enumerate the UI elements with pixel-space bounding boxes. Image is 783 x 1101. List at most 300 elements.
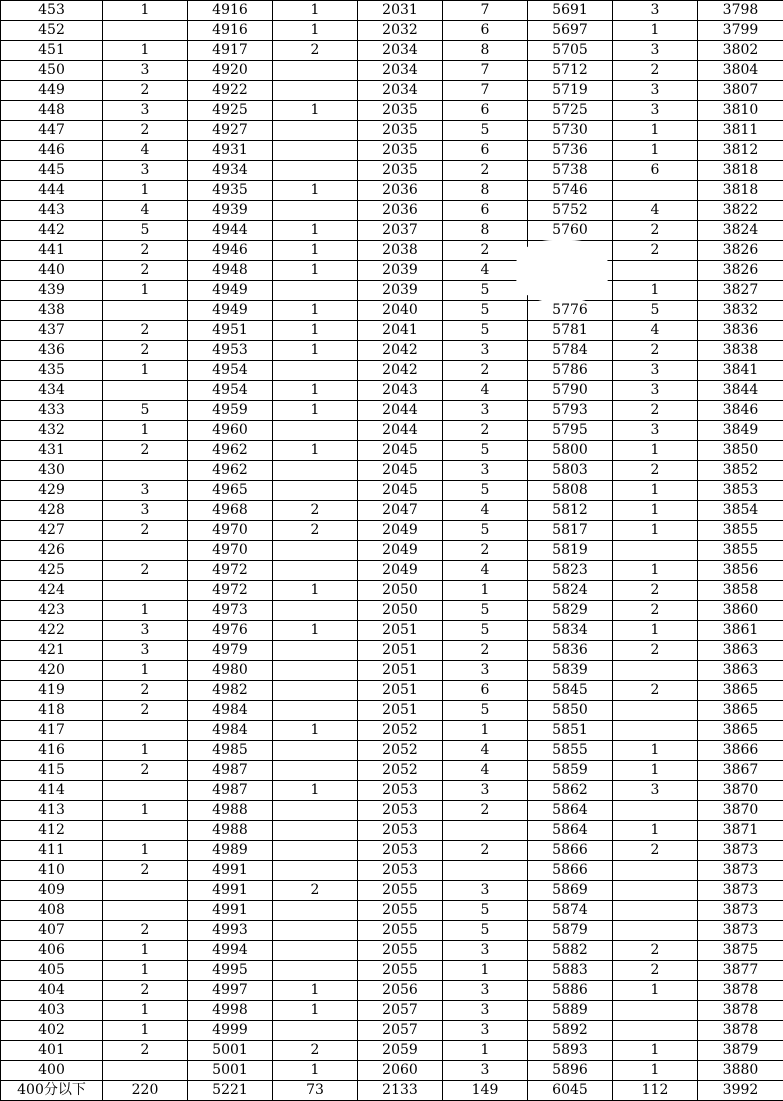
value-cell: [103, 301, 188, 321]
value-cell: 5001: [188, 1041, 273, 1061]
value-cell: 2057: [358, 1001, 443, 1021]
value-cell: 3: [103, 501, 188, 521]
value-cell: 2042: [358, 361, 443, 381]
value-cell: 3873: [698, 841, 783, 861]
value-cell: 149: [443, 1081, 528, 1101]
value-cell: 1: [613, 521, 698, 541]
value-cell: 2044: [358, 401, 443, 421]
value-cell: [613, 861, 698, 881]
value-cell: 5: [443, 301, 528, 321]
value-cell: 2059: [358, 1041, 443, 1061]
value-cell: 4997: [188, 981, 273, 1001]
value-cell: 1: [273, 321, 358, 341]
value-cell: 2035: [358, 121, 443, 141]
value-cell: 5819: [528, 541, 613, 561]
value-cell: 220: [103, 1081, 188, 1101]
value-cell: [273, 901, 358, 921]
value-cell: 3: [613, 421, 698, 441]
value-cell: 5850: [528, 701, 613, 721]
value-cell: 4984: [188, 701, 273, 721]
value-cell: 3865: [698, 701, 783, 721]
value-cell: 1: [443, 961, 528, 981]
value-cell: [103, 721, 188, 741]
table-row: [1, 921, 783, 941]
value-cell: 3802: [698, 41, 783, 61]
value-cell: [613, 901, 698, 921]
score-cell: 409: [1, 881, 103, 901]
value-cell: 2055: [358, 881, 443, 901]
score-cell: 442: [1, 221, 103, 241]
value-cell: [273, 1021, 358, 1041]
value-cell: 2050: [358, 601, 443, 621]
value-cell: 3810: [698, 101, 783, 121]
value-cell: 4968: [188, 501, 273, 521]
value-cell: [273, 361, 358, 381]
value-cell: 1: [273, 301, 358, 321]
value-cell: 3: [103, 61, 188, 81]
value-cell: 3822: [698, 201, 783, 221]
value-cell: [273, 841, 358, 861]
value-cell: 7: [443, 61, 528, 81]
score-cell: 453: [1, 1, 103, 21]
value-cell: 3: [613, 81, 698, 101]
value-cell: 3873: [698, 861, 783, 881]
score-cell: 418: [1, 701, 103, 721]
value-cell: 1: [613, 761, 698, 781]
value-cell: 3863: [698, 661, 783, 681]
value-cell: 5: [443, 701, 528, 721]
value-cell: 6: [443, 681, 528, 701]
score-cell: 436: [1, 341, 103, 361]
score-cell: 439: [1, 281, 103, 301]
value-cell: 3873: [698, 901, 783, 921]
value-cell: 5889: [528, 1001, 613, 1021]
score-cell: 421: [1, 641, 103, 661]
value-cell: 2: [613, 461, 698, 481]
value-cell: [443, 821, 528, 841]
value-cell: 3: [103, 621, 188, 641]
value-cell: 4: [443, 501, 528, 521]
value-cell: 6: [443, 21, 528, 41]
value-cell: 3818: [698, 161, 783, 181]
value-cell: 2042: [358, 341, 443, 361]
value-cell: 3827: [698, 281, 783, 301]
value-cell: [273, 921, 358, 941]
value-cell: [273, 61, 358, 81]
value-cell: 2: [273, 881, 358, 901]
value-cell: 2: [443, 421, 528, 441]
value-cell: 73: [273, 1081, 358, 1101]
value-cell: 4993: [188, 921, 273, 941]
value-cell: [613, 921, 698, 941]
value-cell: 5817: [528, 521, 613, 541]
value-cell: 5752: [528, 201, 613, 221]
value-cell: 2049: [358, 521, 443, 541]
value-cell: 1: [273, 101, 358, 121]
value-cell: [273, 561, 358, 581]
value-cell: 5697: [528, 21, 613, 41]
value-cell: 2047: [358, 501, 443, 521]
score-cell: 422: [1, 621, 103, 641]
value-cell: 3863: [698, 641, 783, 661]
value-cell: 3878: [698, 1021, 783, 1041]
score-cell: 432: [1, 421, 103, 441]
value-cell: 5: [443, 621, 528, 641]
table-row: [1, 721, 783, 741]
value-cell: 3: [103, 161, 188, 181]
value-cell: 1: [613, 481, 698, 501]
value-cell: 5803: [528, 461, 613, 481]
value-cell: 4949: [188, 301, 273, 321]
value-cell: 1: [273, 341, 358, 361]
score-cell: 435: [1, 361, 103, 381]
value-cell: 4: [103, 141, 188, 161]
value-cell: 1: [443, 1041, 528, 1061]
value-cell: 4965: [188, 481, 273, 501]
value-cell: 5784: [528, 341, 613, 361]
table-row: [1, 481, 783, 501]
value-cell: 2: [613, 601, 698, 621]
table-row: [1, 981, 783, 1001]
value-cell: [443, 861, 528, 881]
score-cell: 447: [1, 121, 103, 141]
value-cell: [613, 661, 698, 681]
table-row: [1, 681, 783, 701]
value-cell: [103, 901, 188, 921]
value-cell: [613, 701, 698, 721]
value-cell: 3877: [698, 961, 783, 981]
value-cell: 1: [273, 981, 358, 1001]
value-cell: 2045: [358, 461, 443, 481]
value-cell: 3878: [698, 1001, 783, 1021]
table-row: [1, 821, 783, 841]
value-cell: 2055: [358, 961, 443, 981]
table-row: [1, 621, 783, 641]
value-cell: 1: [273, 21, 358, 41]
value-cell: 4979: [188, 641, 273, 661]
value-cell: 3: [613, 101, 698, 121]
score-cell: 429: [1, 481, 103, 501]
value-cell: 3860: [698, 601, 783, 621]
value-cell: [613, 721, 698, 741]
value-cell: 4925: [188, 101, 273, 121]
value-cell: 5: [443, 441, 528, 461]
value-cell: [273, 701, 358, 721]
value-cell: 3798: [698, 1, 783, 21]
value-cell: 4944: [188, 221, 273, 241]
score-cell: 452: [1, 21, 103, 41]
value-cell: 2: [613, 681, 698, 701]
value-cell: 4970: [188, 541, 273, 561]
value-cell: 4922: [188, 81, 273, 101]
table-row: [1, 201, 783, 221]
value-cell: 4988: [188, 801, 273, 821]
score-cell: 400分以下: [1, 1081, 103, 1101]
value-cell: 3873: [698, 881, 783, 901]
table-row: [1, 761, 783, 781]
value-cell: 1: [103, 741, 188, 761]
value-cell: 5808: [528, 481, 613, 501]
value-cell: 5793: [528, 401, 613, 421]
value-cell: 4935: [188, 181, 273, 201]
value-cell: 3: [443, 341, 528, 361]
value-cell: 3850: [698, 441, 783, 461]
value-cell: 1: [273, 441, 358, 461]
value-cell: 2: [103, 441, 188, 461]
value-cell: 1: [103, 41, 188, 61]
score-cell: 450: [1, 61, 103, 81]
value-cell: 4927: [188, 121, 273, 141]
value-cell: [273, 121, 358, 141]
value-cell: 3849: [698, 421, 783, 441]
value-cell: 5736: [528, 141, 613, 161]
value-cell: 1: [613, 501, 698, 521]
value-cell: 5: [443, 921, 528, 941]
value-cell: 5892: [528, 1021, 613, 1041]
value-cell: 3865: [698, 681, 783, 701]
value-cell: 1: [443, 721, 528, 741]
table-row: [1, 521, 783, 541]
value-cell: 5: [613, 301, 698, 321]
value-cell: 2053: [358, 861, 443, 881]
value-cell: 112: [613, 1081, 698, 1101]
value-cell: 5893: [528, 1041, 613, 1061]
value-cell: 2041: [358, 321, 443, 341]
value-cell: 6: [613, 161, 698, 181]
value-cell: 7: [443, 81, 528, 101]
value-cell: 4991: [188, 901, 273, 921]
value-cell: 3852: [698, 461, 783, 481]
value-cell: 3879: [698, 1041, 783, 1061]
value-cell: 4987: [188, 761, 273, 781]
value-cell: 3878: [698, 981, 783, 1001]
value-cell: [613, 261, 698, 281]
score-cell: 440: [1, 261, 103, 281]
value-cell: 3804: [698, 61, 783, 81]
value-cell: 1: [273, 621, 358, 641]
value-cell: 2: [103, 561, 188, 581]
value-cell: 3: [443, 1021, 528, 1041]
value-cell: 3: [613, 381, 698, 401]
value-cell: 4959: [188, 401, 273, 421]
value-cell: 2: [443, 801, 528, 821]
value-cell: 1: [103, 361, 188, 381]
value-cell: 2052: [358, 741, 443, 761]
value-cell: 2: [103, 861, 188, 881]
value-cell: 3870: [698, 801, 783, 821]
table-row: [1, 661, 783, 681]
table-row: [1, 581, 783, 601]
value-cell: 7: [443, 1, 528, 21]
value-cell: 5795: [528, 421, 613, 441]
value-cell: [273, 961, 358, 981]
value-cell: 4987: [188, 781, 273, 801]
value-cell: 4934: [188, 161, 273, 181]
value-cell: 2053: [358, 801, 443, 821]
value-cell: 2: [103, 261, 188, 281]
table-row: [1, 561, 783, 581]
value-cell: 2051: [358, 621, 443, 641]
value-cell: 3811: [698, 121, 783, 141]
value-cell: 3871: [698, 821, 783, 841]
score-cell: 406: [1, 941, 103, 961]
value-cell: 2032: [358, 21, 443, 41]
value-cell: 2052: [358, 761, 443, 781]
value-cell: 4949: [188, 281, 273, 301]
value-cell: 5712: [528, 61, 613, 81]
table-row: [1, 541, 783, 561]
value-cell: 8: [443, 181, 528, 201]
score-cell: 430: [1, 461, 103, 481]
value-cell: 5866: [528, 861, 613, 881]
score-cell: 425: [1, 561, 103, 581]
value-cell: [103, 381, 188, 401]
value-cell: 4994: [188, 941, 273, 961]
value-cell: 3826: [698, 241, 783, 261]
value-cell: 1: [613, 621, 698, 641]
value-cell: 5823: [528, 561, 613, 581]
value-cell: 3836: [698, 321, 783, 341]
value-cell: 2039: [358, 281, 443, 301]
value-cell: 2053: [358, 821, 443, 841]
value-cell: 1: [103, 1001, 188, 1021]
value-cell: 3: [443, 981, 528, 1001]
value-cell: 1: [613, 561, 698, 581]
value-cell: 5786: [528, 361, 613, 381]
value-cell: 3: [443, 1061, 528, 1081]
value-cell: 6: [443, 101, 528, 121]
table-row: [1, 81, 783, 101]
value-cell: 1: [613, 281, 698, 301]
table-row: [1, 1, 783, 21]
value-cell: 3865: [698, 721, 783, 741]
value-cell: [273, 641, 358, 661]
value-cell: 1: [273, 581, 358, 601]
value-cell: 3: [103, 101, 188, 121]
value-cell: 6: [443, 201, 528, 221]
table-row: [1, 161, 783, 181]
value-cell: 5829: [528, 601, 613, 621]
value-cell: 2133: [358, 1081, 443, 1101]
value-cell: 2: [613, 61, 698, 81]
value-cell: 2: [103, 1041, 188, 1061]
value-cell: 5: [443, 281, 528, 301]
value-cell: 1: [273, 241, 358, 261]
value-cell: 6: [443, 141, 528, 161]
value-cell: 2051: [358, 641, 443, 661]
value-cell: 5790: [528, 381, 613, 401]
value-cell: 1: [273, 1, 358, 21]
table-row: [1, 801, 783, 821]
table-row: [1, 701, 783, 721]
value-cell: 4985: [188, 741, 273, 761]
value-cell: 2: [443, 541, 528, 561]
value-cell: 5864: [528, 821, 613, 841]
score-cell: 408: [1, 901, 103, 921]
score-cell: 438: [1, 301, 103, 321]
value-cell: 3: [443, 1001, 528, 1021]
value-cell: 4953: [188, 341, 273, 361]
value-cell: 3799: [698, 21, 783, 41]
value-cell: 5836: [528, 641, 613, 661]
value-cell: 2: [443, 361, 528, 381]
value-cell: [613, 1001, 698, 1021]
value-cell: 2035: [358, 101, 443, 121]
value-cell: 5705: [528, 41, 613, 61]
table-row: [1, 341, 783, 361]
value-cell: 4: [443, 741, 528, 761]
value-cell: 3: [443, 941, 528, 961]
value-cell: 4920: [188, 61, 273, 81]
value-cell: 3853: [698, 481, 783, 501]
value-cell: 2056: [358, 981, 443, 1001]
value-cell: 5: [443, 601, 528, 621]
value-cell: 2055: [358, 921, 443, 941]
value-cell: [273, 201, 358, 221]
value-cell: 3854: [698, 501, 783, 521]
value-cell: 5851: [528, 721, 613, 741]
value-cell: 3855: [698, 521, 783, 541]
score-cell: 401: [1, 1041, 103, 1061]
table-row: [1, 461, 783, 481]
value-cell: 4916: [188, 21, 273, 41]
score-cell: 410: [1, 861, 103, 881]
value-cell: 5896: [528, 1061, 613, 1081]
value-cell: 5882: [528, 941, 613, 961]
value-cell: 4995: [188, 961, 273, 981]
value-cell: [613, 801, 698, 821]
value-cell: 3858: [698, 581, 783, 601]
value-cell: 3856: [698, 561, 783, 581]
score-cell: 400: [1, 1061, 103, 1081]
score-cell: 415: [1, 761, 103, 781]
value-cell: 5874: [528, 901, 613, 921]
value-cell: 2035: [358, 161, 443, 181]
value-cell: 3: [613, 361, 698, 381]
value-cell: 2038: [358, 241, 443, 261]
value-cell: 2: [103, 241, 188, 261]
value-cell: 3812: [698, 141, 783, 161]
table-row: [1, 941, 783, 961]
table-row: [1, 861, 783, 881]
value-cell: [273, 81, 358, 101]
value-cell: 5691: [528, 1, 613, 21]
value-cell: 4954: [188, 361, 273, 381]
value-cell: 2: [103, 81, 188, 101]
value-cell: 1: [103, 1021, 188, 1041]
table-row: [1, 781, 783, 801]
value-cell: 2060: [358, 1061, 443, 1081]
value-cell: [273, 541, 358, 561]
table-row: [1, 221, 783, 241]
value-cell: 3818: [698, 181, 783, 201]
value-cell: [103, 461, 188, 481]
value-cell: 2: [103, 341, 188, 361]
value-cell: 1: [613, 981, 698, 1001]
table-row: [1, 841, 783, 861]
value-cell: 4962: [188, 461, 273, 481]
value-cell: 3880: [698, 1061, 783, 1081]
value-cell: 5812: [528, 501, 613, 521]
value-cell: 2: [443, 161, 528, 181]
value-cell: 1: [103, 801, 188, 821]
table-row: [1, 401, 783, 421]
value-cell: 1: [613, 441, 698, 461]
table-body: [1, 1, 783, 1101]
value-cell: 2: [443, 241, 528, 261]
score-cell: 405: [1, 961, 103, 981]
value-cell: 5834: [528, 621, 613, 641]
